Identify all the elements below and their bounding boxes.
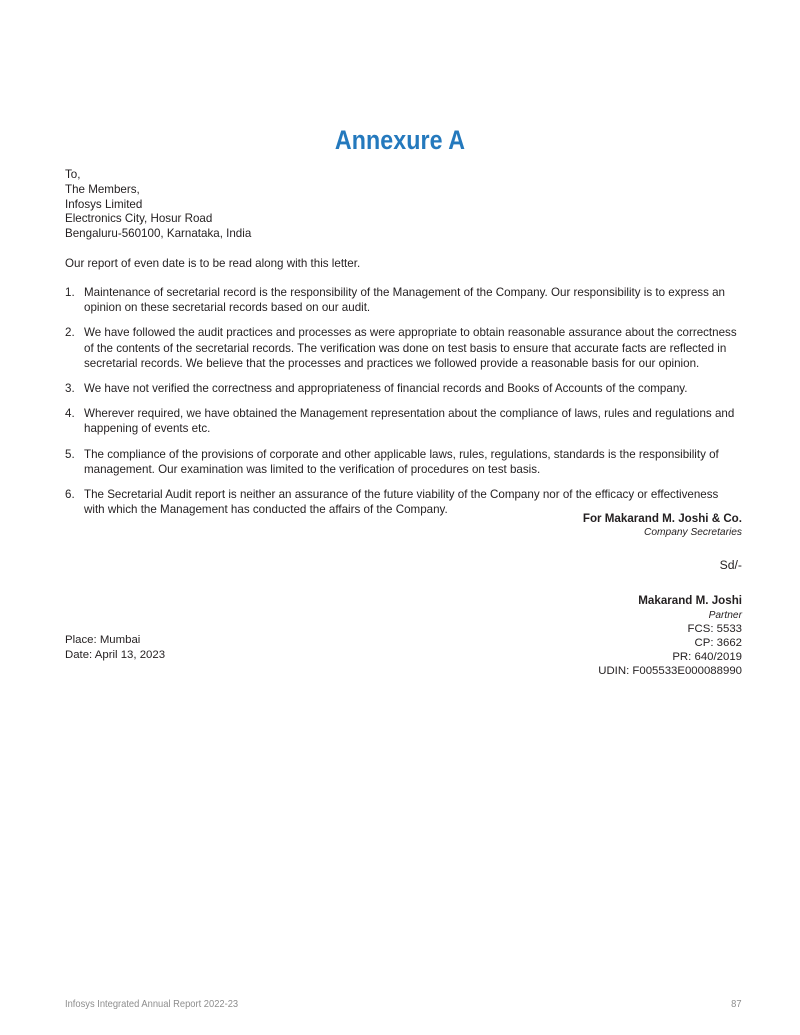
list-item-text: Maintenance of secretarial record is the responsibility of the Management of the Company. Our responsibility is to express an opinion on these secretarial records based on our audit.: [84, 285, 725, 315]
list-item-text: The compliance of the provisions of corporate and other applicable laws, rules, regulations, standards is the responsibility of management. Our examination was limited to the verification of procedures on test basis.: [84, 447, 719, 476]
signatory-cp: CP: 3662: [694, 636, 742, 649]
list-item: [65, 406, 742, 436]
addressee-line: Infosys Limited: [65, 197, 143, 211]
signatory-fcs: FCS: 5533: [687, 622, 742, 635]
list-item: [65, 285, 742, 315]
addressee-line: Electronics City, Hosur Road: [65, 212, 213, 226]
footer-page-number: 87: [731, 999, 742, 1010]
list-item-marker: 6.: [65, 488, 75, 502]
list-item-marker: 1.: [65, 285, 75, 299]
signatory-name: Makarand M. Joshi: [638, 594, 742, 608]
addressee-line: Bengaluru-560100, Karnataka, India: [65, 227, 252, 241]
date-line: Date: April 13, 2023: [65, 648, 166, 661]
footer-report-name: Infosys Integrated Annual Report 2022-23: [65, 999, 239, 1010]
addressee-line: The Members,: [65, 182, 140, 196]
signature-firm-role: Company Secretaries: [644, 527, 742, 539]
signed-mark: Sd/-: [719, 558, 742, 573]
list-item-text: We have not verified the correctness and appropriateness of financial records and Books of Accounts of the company.: [84, 382, 688, 395]
place-date-block: [65, 633, 165, 662]
signatory-udin: UDIN: F005533E000088990: [598, 665, 742, 678]
intro-paragraph: Our report of even date is to be read along with this letter.: [65, 256, 361, 270]
signature-block: [65, 512, 742, 678]
signature-firm-name: For Makarand M. Joshi & Co.: [582, 512, 742, 525]
list-item-text: The Secretarial Audit report is neither an assurance of the future viability of the Company nor of the efficacy or effectiveness with which the Management has conducted the affairs of the Company.: [84, 488, 719, 517]
list-item-text: Wherever required, we have obtained the Management representation about the compliance of laws, rules and regulations and happening of events etc.: [84, 407, 735, 436]
document-body: [65, 168, 742, 517]
clause-list: [65, 285, 742, 517]
list-item-marker: 4.: [65, 407, 75, 421]
addressee-line: To,: [65, 168, 81, 181]
list-item: [65, 325, 742, 371]
list-item: [65, 447, 742, 477]
page-title: Annexure A: [334, 125, 466, 156]
list-item-marker: 2.: [65, 326, 75, 340]
signatory-pr: PR: 640/2019: [672, 651, 742, 664]
addressee-block: [65, 168, 742, 242]
page-footer: [65, 999, 742, 1010]
list-item: [65, 381, 742, 396]
list-item-marker: 5.: [65, 447, 75, 461]
list-item-text: We have followed the audit practices and processes as were appropriate to obtain reasonable assurance about the correctness of the contents of the secretarial records. The verification was done on test basis to ensure that accurate facts are reflected in secretarial records. We believe that the processes and practices we followed provide a reasonable basis for our opinion.: [84, 326, 737, 370]
signatory-title: Partner: [708, 609, 742, 621]
list-item-marker: 3.: [65, 382, 75, 395]
place-line: Place: Mumbai: [65, 634, 141, 646]
